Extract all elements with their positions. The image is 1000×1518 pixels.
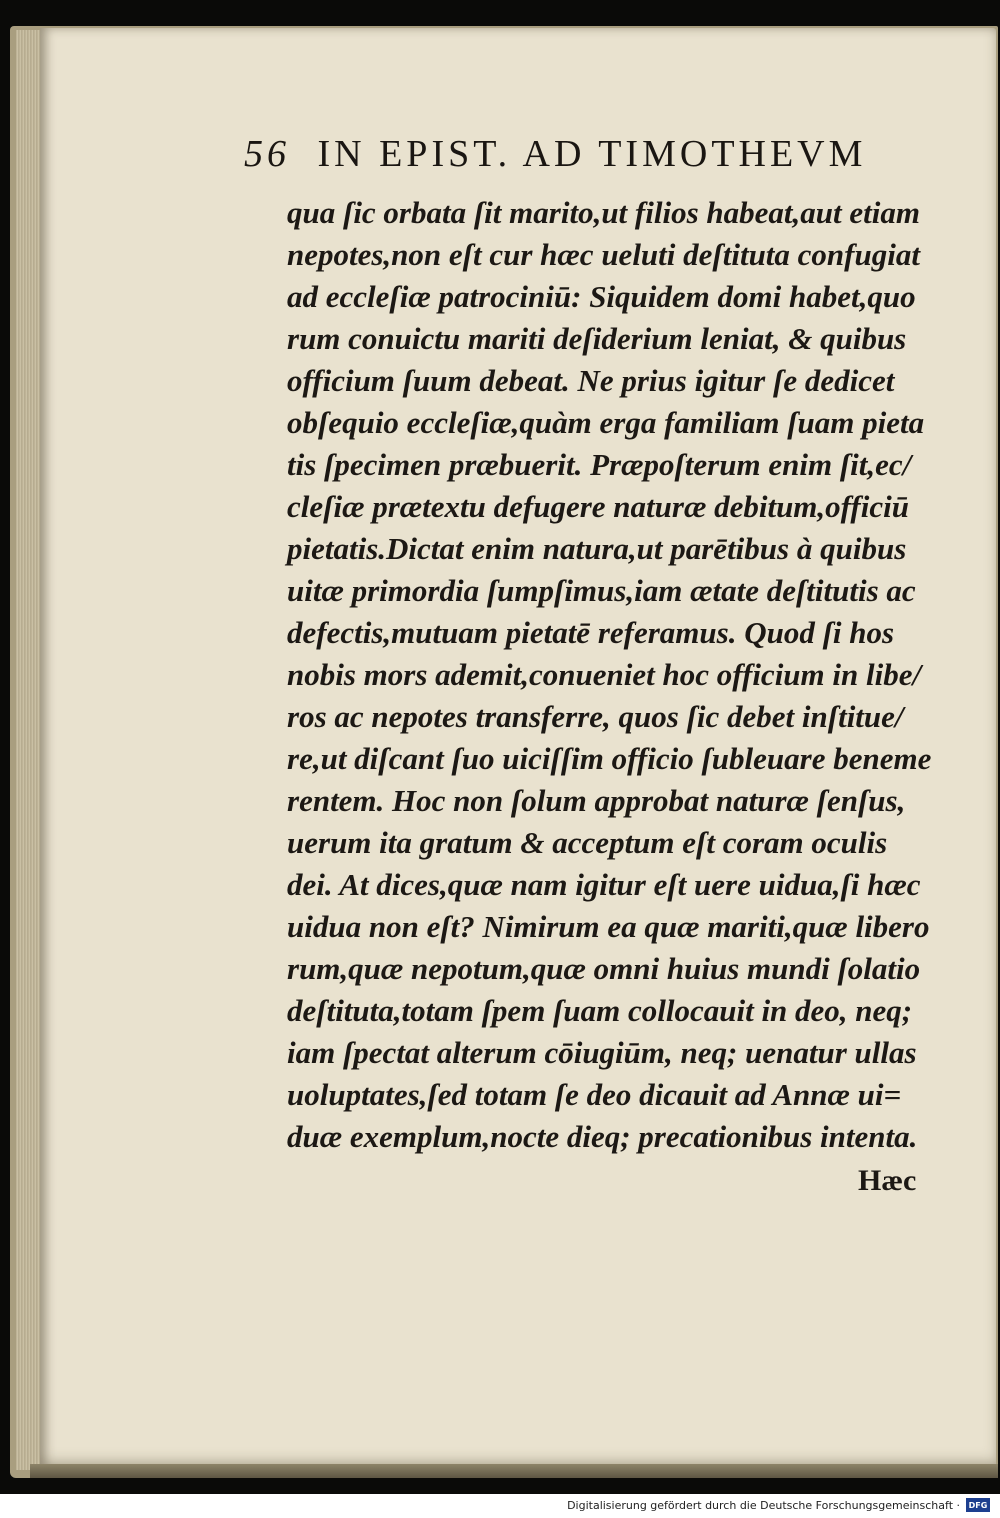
footer-bar	[0, 1494, 1000, 1518]
text-line: ad eccleſiæ patrociniū: Siquidem domi habet,quo	[287, 279, 916, 314]
running-header	[244, 132, 934, 182]
text-line: ros ac nepotes transferre, quos ſic debet inſtitue/	[287, 699, 904, 734]
running-title: IN EPIST. AD TIMOTHEVM	[317, 133, 867, 175]
text-line: tis ſpecimen præbuerit. Præpoſterum enim ſit,ec/	[287, 447, 912, 482]
text-line: obſequio eccleſiæ,quàm erga familiam ſuam pieta	[287, 405, 925, 440]
body-text	[287, 192, 932, 1158]
text-line: defectis,mutuam pietatē referamus. Quod ſi hos	[287, 615, 895, 650]
text-line: rum conuictu mariti deſiderium leniat, & quibus	[287, 321, 907, 356]
footer-credit: Digitalisierung gefördert durch die Deutsche Forschungsgemeinschaft ·	[567, 1499, 960, 1512]
text-line: uoluptates,ſed totam ſe deo dicauit ad Annæ ui=	[287, 1077, 902, 1112]
page-bottom-edge	[30, 1464, 998, 1478]
text-line: uidua non eſt? Nimirum ea quæ mariti,quæ libero	[287, 909, 930, 944]
text-line: uitæ primordia ſumpſimus,iam ætate deſtitutis ac	[287, 573, 916, 608]
text-line: officium ſuum debeat. Ne prius igitur ſe dedicet	[287, 363, 895, 398]
text-line: nepotes,non eſt cur hæc ueluti deſtituta confugiat	[287, 237, 920, 272]
text-line: dei. At dices,quæ nam igitur eſt uere uidua,ſi hæc	[287, 867, 921, 902]
text-line: nobis mors ademit,conueniet hoc officium in libe/	[287, 657, 922, 692]
text-line: pietatis.Dictat enim natura,ut parētibus à quibus	[287, 531, 907, 566]
text-line: iam ſpectat alterum cōiugiūm, neq; uenatur ullas	[287, 1035, 917, 1070]
text-line: rum,quæ nepotum,quæ omni huius mundi ſolatio	[287, 951, 921, 986]
catchword: Hæc	[858, 1164, 917, 1197]
text-line: rentem. Hoc non ſolum approbat naturæ ſenſus,	[287, 783, 906, 818]
text-line: uerum ita gratum & acceptum eſt coram oculis	[287, 825, 888, 860]
text-line: deſtituta,totam ſpem ſuam collocauit in deo, neq;	[287, 993, 913, 1028]
page-number: 56	[244, 133, 290, 175]
text-line: cleſiæ prætextu defugere naturæ debitum,officiū	[287, 489, 909, 524]
dfg-logo-icon: DFG	[966, 1498, 990, 1512]
text-line: duæ exemplum,nocte dieq; precationibus intenta.	[287, 1119, 918, 1154]
text-line: re,ut diſcant ſuo uiciſſim officio ſubleuare beneme	[287, 741, 932, 776]
text-line: qua ſic orbata ſit marito,ut filios habeat,aut etiam	[287, 195, 920, 230]
